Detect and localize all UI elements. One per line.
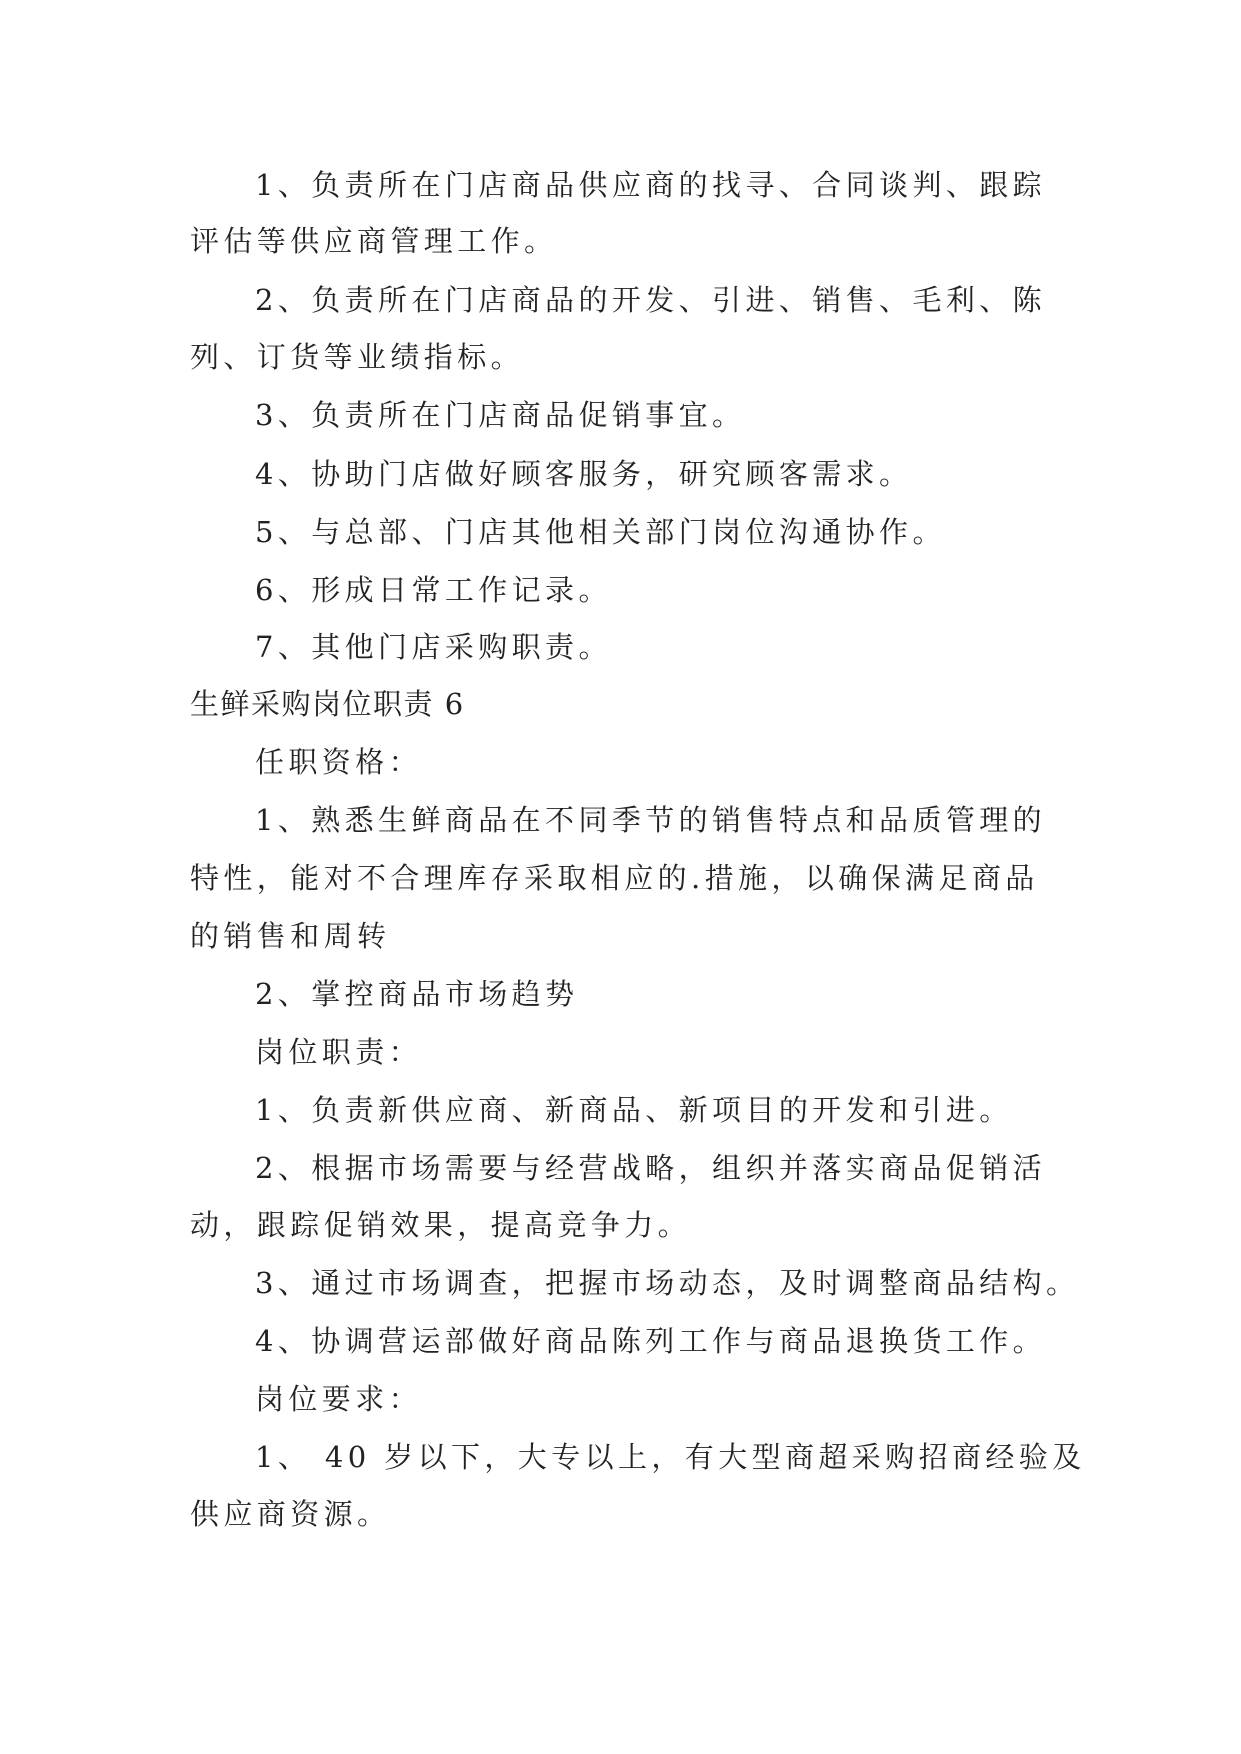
paragraph-line: 动，跟踪促销效果，提高竞争力。	[190, 1208, 692, 1242]
paragraph-line: 7、其他门店采购职责。	[255, 630, 612, 664]
section-heading: 生鲜采购岗位职责 6	[190, 687, 465, 721]
subheading: 任职资格：	[255, 745, 423, 779]
paragraph-line: 4、协调营运部做好商品陈列工作与商品退换货工作。	[255, 1324, 1047, 1358]
paragraph-line: 5、与总部、门店其他相关部门岗位沟通协作。	[255, 515, 946, 549]
paragraph-line: 特性，能对不合理库存采取相应的.措施，以确保满足商品	[190, 861, 1039, 895]
paragraph-line: 供应商资源。	[190, 1497, 391, 1531]
paragraph-line: 1、负责所在门店商品供应商的找寻、合同谈判、跟踪	[255, 168, 1047, 202]
paragraph-line: 6、形成日常工作记录。	[255, 573, 612, 607]
paragraph-line: 评估等供应商管理工作。	[190, 224, 558, 258]
subheading: 岗位要求：	[255, 1382, 423, 1416]
paragraph-line: 3、通过市场调查，把握市场动态，及时调整商品结构。	[255, 1266, 1080, 1300]
paragraph-line: 1、 40 岁以下，大专以上，有大型商超采购招商经验及	[255, 1440, 1086, 1474]
paragraph-line: 1、负责新供应商、新商品、新项目的开发和引进。	[255, 1093, 1013, 1127]
paragraph-line: 2、掌控商品市场趋势	[255, 977, 579, 1011]
paragraph-line: 的销售和周转	[190, 919, 391, 953]
paragraph-line: 列、订货等业绩指标。	[190, 340, 525, 374]
paragraph-line: 2、根据市场需要与经营战略，组织并落实商品促销活	[255, 1151, 1047, 1185]
paragraph-line: 2、负责所在门店商品的开发、引进、销售、毛利、陈	[255, 283, 1047, 317]
paragraph-line: 3、负责所在门店商品促销事宜。	[255, 398, 746, 432]
paragraph-line: 4、协助门店做好顾客服务，研究顾客需求。	[255, 457, 913, 491]
paragraph-line: 1、熟悉生鲜商品在不同季节的销售特点和品质管理的	[255, 803, 1047, 837]
subheading: 岗位职责：	[255, 1035, 423, 1069]
